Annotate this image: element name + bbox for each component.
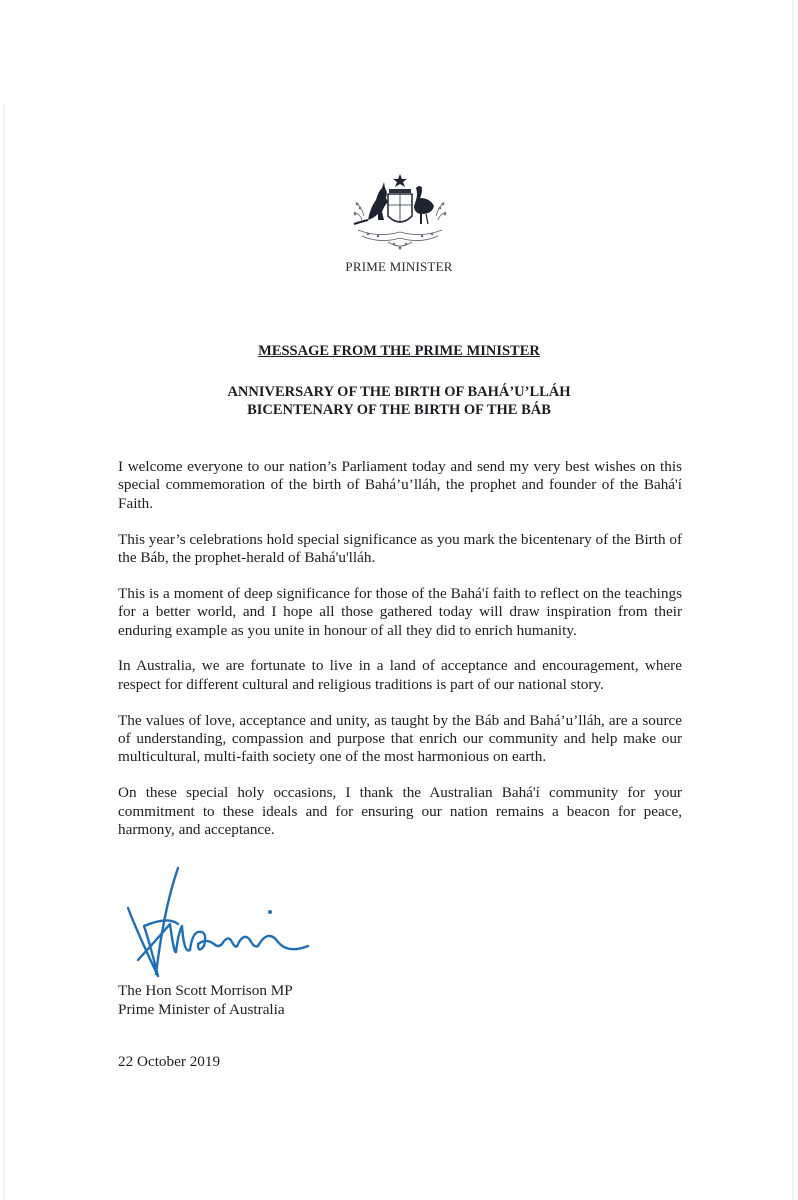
paragraph-values: The values of love, acceptance and unity, as taught by the Báb and Bahá’u’lláh, are a source of understanding, compassion and purpose that enrich our community and help make our multicultural, multi-faith society one of the most harmonious on earth. — [118, 711, 682, 766]
paragraph-thanks: On these special holy occasions, I thank the Australian Bahá'í community for your commitment to these ideals and for ensuring our nation remains a beacon for peace, harmony, and acceptance. — [118, 784, 682, 839]
paragraph-welcome: I welcome everyone to our nation’s Parliament today and send my very best wishes on this special commemoration of the birth of Bahá’u’lláh, the prophet and founder of the Bahá'í Faith. — [118, 458, 682, 512]
subtitle-line-2: BICENTENARY OF THE BIRTH OF THE BÁB — [247, 402, 551, 418]
paragraph-celebrations: This year’s celebrations hold special significance as you mark the bicentenary of the Birth of the Báb, the prophet-herald of Bahá'u'lláh. — [118, 530, 682, 567]
signer-name: The Hon Scott Morrison MP — [118, 982, 293, 999]
letter-date: 22 October 2019 — [118, 1053, 221, 1070]
paragraph-significance: This is a moment of deep significance for those of the Bahá'í faith to reflect on the teachings for a better world, and I hope all those gathered today will draw inspiration from their enduring example as you unite in honour of all they did to enrich humanity. — [118, 584, 682, 639]
message-title: MESSAGE FROM THE PRIME MINISTER — [258, 343, 540, 359]
signer-block — [118, 981, 293, 1019]
subtitle-line-1: ANNIVERSARY OF THE BIRTH OF BAHÁ’U’LLÁH — [227, 384, 571, 400]
handwritten-signature-icon — [118, 864, 318, 982]
office-title: PRIME MINISTER — [345, 259, 453, 274]
signer-title: Prime Minister of Australia — [118, 1001, 285, 1018]
letter-body — [118, 458, 682, 857]
paragraph-australia: In Australia, we are fortunate to live in a land of acceptance and encouragement, where respect for different cultural and religious traditions is part of our national story. — [118, 657, 682, 693]
australian-coat-of-arms-icon — [348, 172, 452, 254]
